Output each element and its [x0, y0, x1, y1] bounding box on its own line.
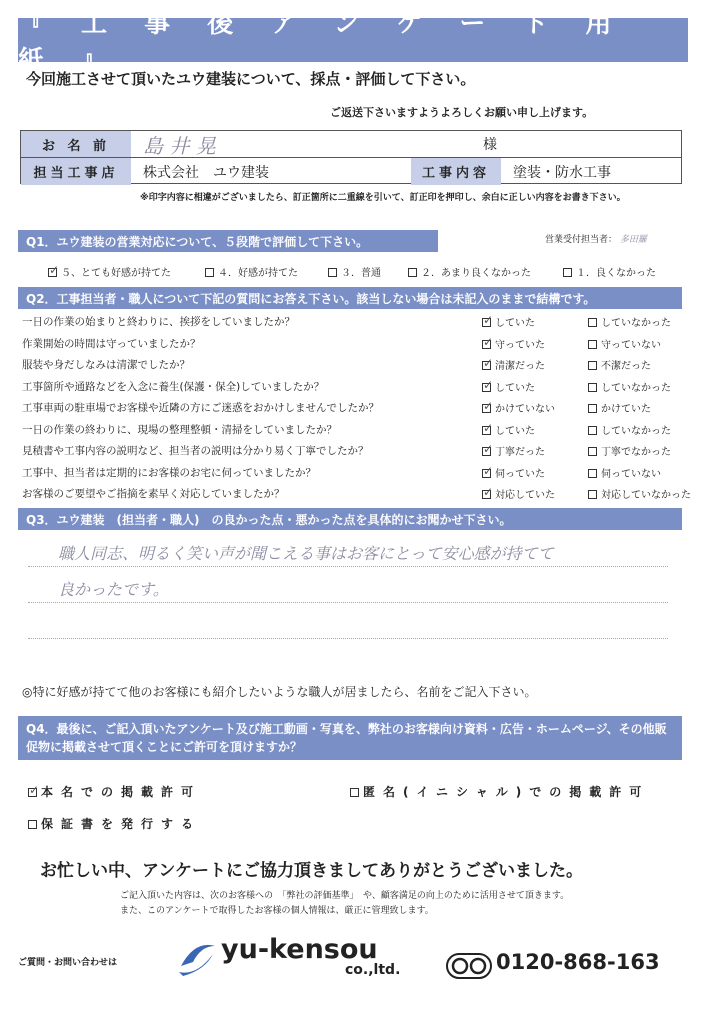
sales-staff-name: 多田羅 — [619, 235, 647, 245]
q2-answer-no[interactable]: 対応していなかった — [588, 486, 691, 501]
q2-question: 一日の作業の始まりと終わりに、挨拶をしていましたか？ — [22, 316, 295, 328]
checkbox-checked[interactable] — [482, 318, 491, 327]
q2-answer-no[interactable]: していなかった — [588, 379, 671, 394]
rating-option-1[interactable]: １．良くなかった — [563, 264, 656, 279]
checkbox[interactable] — [563, 268, 572, 277]
checkbox[interactable] — [28, 820, 37, 829]
issue-warranty[interactable]: 保証書を発行する — [28, 815, 201, 832]
rating-option-5[interactable]: ✓５、とても好感が持てた — [48, 264, 171, 279]
checkbox[interactable] — [588, 447, 597, 456]
q2-answer-yes[interactable]: ✓ 丁寧だった — [482, 443, 545, 458]
checkbox-checked[interactable] — [482, 426, 491, 435]
phone-number[interactable]: 0120-868-163 — [496, 950, 660, 974]
q2-answer-yes[interactable]: ✓ 対応していた — [482, 486, 555, 501]
checkbox[interactable] — [588, 318, 597, 327]
q2-question: 見積書や工事内容の説明など、担当者の説明は分かり易く丁寧でしたか？ — [22, 445, 369, 457]
q2-question: 工事箇所や通路などを入念に養生(保護・保全)していましたか？ — [22, 381, 325, 393]
q2-answer-yes[interactable]: ✓ していた — [482, 422, 535, 437]
q2-answer-no[interactable]: かけていた — [588, 400, 651, 415]
q2-answer-yes[interactable]: ✓ 伺っていた — [482, 465, 545, 480]
q2-question: 作業開始の時間は守っていましたか？ — [22, 338, 201, 350]
checkbox[interactable] — [588, 361, 597, 370]
checkbox[interactable] — [588, 404, 597, 413]
q2-answer-no[interactable]: 伺っていない — [588, 465, 661, 480]
q2-answer-yes[interactable]: ✓ 清潔だった — [482, 357, 545, 372]
checkbox-checked[interactable] — [482, 404, 491, 413]
rating-option-4[interactable]: ４．好感が持てた — [205, 264, 298, 279]
q2-answer-no[interactable]: 守っていない — [588, 336, 661, 351]
checkbox[interactable] — [588, 426, 597, 435]
sama-label: 様 — [483, 137, 497, 153]
q2-title: Q2．工事担当者・職人について下記の質問にお答え下さい。該当しない場合は未記入のままで結構です。 — [18, 287, 682, 309]
checkbox-checked[interactable] — [482, 340, 491, 349]
checkbox-checked[interactable] — [482, 490, 491, 499]
q3-answer[interactable]: 職人同志、明るく笑い声が聞こえる事はお客にとって安心感が持てて 良かったです。 — [58, 544, 554, 599]
q2-answer-yes[interactable]: ✓ していた — [482, 379, 535, 394]
q2-answer-no[interactable]: 不潔だった — [588, 357, 651, 372]
q2-answer-no[interactable]: していなかった — [588, 314, 671, 329]
q2-question: 工事中、担当者は定期的にお客様のお宅に伺っていましたか？ — [22, 467, 316, 479]
rating-option-2[interactable]: ２．あまり良くなかった — [408, 264, 531, 279]
q2-answer-yes[interactable]: ✓ 守っていた — [482, 336, 545, 351]
correction-note: ※印字内容に相違がございましたら、訂正箇所に二重線を引いて、訂正印を押印し、余白に正しい内容をお書き下さい。 — [140, 193, 626, 203]
store-value: 株式会社 ユウ建装 — [143, 164, 269, 181]
checkbox[interactable] — [205, 268, 214, 277]
sales-staff-label: 営業受付担当者： — [545, 235, 618, 245]
q2-answer-no[interactable]: 丁寧でなかった — [588, 443, 671, 458]
return-request: ご返送下さいますようよろしくお願い申し上げます。 — [330, 106, 594, 119]
survey-title: 『 工 事 後 ア ン ケ ー ト 用 紙 』 — [18, 18, 688, 62]
name-label: お 名 前 — [21, 131, 131, 157]
name-value[interactable]: 島 井 晃 — [143, 133, 216, 158]
q3-title: Q3．ユウ建装 (担当者・職人) の良かった点・悪かった点を具体的にお聞かせ下さい。 — [18, 508, 682, 530]
checkbox-checked[interactable] — [482, 447, 491, 456]
checkbox[interactable] — [588, 340, 597, 349]
company-logo — [175, 934, 420, 980]
intro-text: 今回施工させて頂いたユウ建装について、採点・評価して下さい。 — [26, 70, 476, 88]
privacy-note: また、このアンケートで取得したお客様の個人情報は、厳正に管理致します。 — [120, 906, 434, 916]
checkbox[interactable] — [408, 268, 417, 277]
q1-title: Q1．ユウ建装の営業対応について、５段階で評価して下さい。 — [18, 230, 438, 252]
q2-answer-yes[interactable]: ✓ していた — [482, 314, 535, 329]
customer-info-table — [20, 130, 682, 184]
q2-question: 服装や身だしなみは清潔でしたか？ — [22, 359, 190, 371]
sales-staff — [545, 232, 647, 245]
logo-subtext: co.,ltd. — [345, 962, 401, 978]
checkbox[interactable] — [588, 490, 597, 499]
checkbox-checked[interactable] — [482, 469, 491, 478]
q2-question: お客様のご要望やご指摘を素早く対応していましたか？ — [22, 488, 285, 500]
q2-question: 工事車両の駐車場でお客様や近隣の方にご迷惑をおかけしませんでしたか？ — [22, 402, 379, 414]
logo-text: yu-kensou — [221, 934, 378, 965]
checkbox-checked[interactable] — [48, 268, 57, 277]
free-dial-icon — [446, 953, 492, 979]
checkbox[interactable] — [328, 268, 337, 277]
checkbox[interactable] — [588, 469, 597, 478]
contact-label: ご質問・お問い合わせは — [18, 958, 118, 968]
checkbox-checked[interactable] — [482, 383, 491, 392]
checkbox-checked[interactable] — [28, 788, 37, 797]
answer-line — [28, 638, 668, 639]
q2-question: 一日の作業の終わりに、現場の整理整頓・清掃をしていましたか？ — [22, 424, 337, 436]
checkbox[interactable] — [350, 788, 359, 797]
logo-swoosh-icon — [175, 936, 219, 980]
q4-title: Q4．最後に、ご記入頂いたアンケート及び施工動画・写真を、弊社のお客様向け資料・広告・ホームページ、その他販促物に掲載させて頂くことにご許可を頂けますか？ — [18, 716, 682, 760]
work-label: 工事内容 — [411, 158, 501, 185]
checkbox[interactable] — [588, 383, 597, 392]
permit-real-name[interactable]: ✓本名での掲載許可 — [28, 783, 201, 800]
q2-answer-yes[interactable]: ✓ かけていない — [482, 400, 555, 415]
recommend-staff-prompt: ◎特に好感が持てて他のお客様にも紹介したいような職人が居ましたら、名前をご記入下さい。 — [22, 685, 537, 699]
permit-anonymous[interactable]: 匿名(イニシャル)での掲載許可 — [350, 783, 649, 800]
rating-option-3[interactable]: ３．普通 — [328, 264, 381, 279]
q2-answer-no[interactable]: していなかった — [588, 422, 671, 437]
checkbox-checked[interactable] — [482, 361, 491, 370]
usage-note: ご記入頂いた内容は、次のお客様への 「弊社の評価基準」 や、顧客満足の向上のために活用させて頂きます。 — [120, 891, 570, 901]
store-label: 担当工事店 — [21, 158, 131, 185]
work-value: 塗装・防水工事 — [513, 164, 611, 181]
closing-thanks: お忙しい中、アンケートにご協力頂きましてありがとうございました。 — [40, 861, 583, 881]
